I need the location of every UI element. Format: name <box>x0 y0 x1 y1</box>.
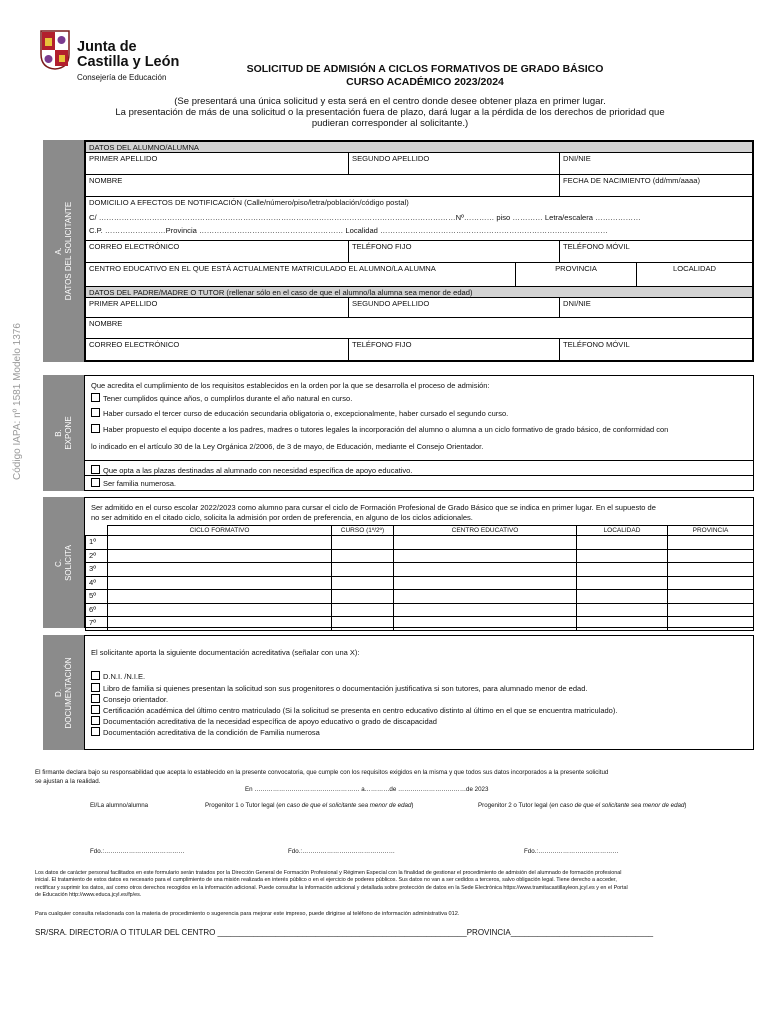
cycle-table-cell[interactable] <box>107 576 332 591</box>
signature-tutor1-label: Progenitor 1 o Tutor legal ( <box>205 802 279 809</box>
address-field[interactable] <box>85 196 753 241</box>
cycle-table-cell[interactable] <box>393 562 577 577</box>
expone-item-large-family: Ser familia numerosa. <box>103 479 176 488</box>
checkbox-large-family-doc[interactable] <box>91 727 100 736</box>
intro-line-3: pudieran corresponder al solicitante.) <box>311 118 469 129</box>
cycle-table-cell[interactable] <box>107 616 332 631</box>
cycle-table-cell[interactable] <box>667 603 754 618</box>
doc-item-dni: D.N.I. /N.I.E. <box>103 672 146 681</box>
checkbox-dni[interactable] <box>91 671 100 680</box>
cycle-table-header: LOCALIDAD <box>576 525 668 536</box>
form-code-vertical: Código IAPA: nº 1581 Modelo 1376 <box>12 323 23 480</box>
logo-text-line1: Junta de <box>77 39 137 55</box>
student-dni-field[interactable]: DNI/NIE <box>559 152 753 175</box>
signature-student-field[interactable]: Fdo.:………………………………… <box>90 848 185 855</box>
checkbox-counsel[interactable] <box>91 694 100 703</box>
tutor-second-surname-field[interactable]: SEGUNDO APELLIDO <box>348 297 560 318</box>
form-title: SOLICITUD DE ADMISIÓN A CICLOS FORMATIVOS DE GRADO BÁSICO <box>246 63 604 75</box>
cycle-table-header: CENTRO EDUCATIVO <box>393 525 577 536</box>
solicita-text-line-2: no ser admitido en el citado ciclo, solicita la admisión por orden de preferencia, en alguno de los ciclos adicionales. <box>91 513 473 522</box>
signature-student-label: El/La alumno/alumna <box>90 802 149 809</box>
tutor-email-field[interactable]: CORREO ELECTRÓNICO <box>85 338 349 361</box>
cycle-table-cell[interactable] <box>667 535 754 550</box>
section-b-intro: Que acredita el cumplimiento de los requisitos establecidos en la orden por la que se desarrolla el proceso de admisión: <box>91 381 490 390</box>
school-province-field[interactable]: PROVINCIA <box>515 262 637 287</box>
cycle-table-cell[interactable] <box>576 616 668 631</box>
section-a-letter: A. <box>53 247 63 255</box>
cycle-table-cell[interactable] <box>393 535 577 550</box>
declaration-line-2: se ajustan a la realidad. <box>35 778 101 785</box>
privacy-line-4: de Educación http://www.educa.jcyl.es/fp/es. <box>35 891 142 898</box>
doc-item-large-family: Documentación acreditativa de la condición de Familia numerosa <box>103 728 320 737</box>
expone-item-proposal-cont: lo indicado en el artículo 30 de la Ley Orgánica 2/2006, de 3 de mayo, de Educación, mediante el Consejo Orientador. <box>91 442 484 451</box>
cycle-preference-table <box>85 525 753 628</box>
cycle-table-cell[interactable] <box>576 549 668 564</box>
cycle-table-cell[interactable] <box>393 616 577 631</box>
signature-tutor2-note: en caso de que el solicitante sea menor de edad <box>551 802 685 809</box>
cycle-table-cell[interactable] <box>107 535 332 550</box>
cycle-table-cell[interactable] <box>667 576 754 591</box>
address-line-1: C/ ……………………………………………………………………………………………………………………………Nº………… piso ………… Letra/escalera ……………… <box>89 213 641 222</box>
section-b-label: EXPONE <box>63 416 73 450</box>
cycle-table-header: CICLO FORMATIVO <box>107 525 332 536</box>
student-first-surname-field[interactable]: PRIMER APELLIDO <box>85 152 349 175</box>
student-name-field[interactable]: NOMBRE <box>85 174 560 197</box>
checkbox-special-needs[interactable] <box>91 465 100 474</box>
cycle-table-cell[interactable] <box>331 603 394 618</box>
cycle-table-cell[interactable] <box>331 576 394 591</box>
cycle-table-cell[interactable] <box>667 549 754 564</box>
cycle-table-cell[interactable] <box>393 589 577 604</box>
section-b-divider <box>85 460 753 461</box>
doc-item-special-needs: Documentación acreditativa de la necesidad específica de apoyo educativo o grado de discapacidad <box>103 717 437 726</box>
cycle-table-cell[interactable] <box>667 616 754 631</box>
student-second-surname-field[interactable]: SEGUNDO APELLIDO <box>348 152 560 175</box>
cycle-table-cell[interactable] <box>331 549 394 564</box>
logo-subtitle: Consejería de Educación <box>77 73 167 82</box>
tutor-phone-field[interactable]: TELÉFONO FIJO <box>348 338 560 361</box>
expone-item-proposal: Haber propuesto el equipo docente a los padres, madres o tutores legales la incorporación del alumno o alumna a un ciclo formativo de grado básico, de conformidad con <box>103 425 669 434</box>
section-c-letter: C. <box>53 558 63 567</box>
section-a-sidebar <box>43 140 84 362</box>
student-phone-field[interactable]: TELÉFONO FIJO <box>348 240 560 263</box>
current-school-field[interactable]: CENTRO EDUCATIVO EN EL QUE ESTÁ ACTUALMENTE MATRICULADO EL ALUMNO/LA ALUMNA <box>85 262 516 287</box>
expone-item-eso: Haber cursado el tercer curso de educación secundaria obligatoria o, excepcionalmente, haber cursado el segundo curso. <box>103 409 509 418</box>
date-place-line: En …………………………………………… a…………de ……………………………de 2023 <box>245 786 489 793</box>
school-locality-field[interactable]: LOCALIDAD <box>636 262 753 287</box>
logo-text-line2: Castilla y León <box>77 54 180 70</box>
cycle-table-cell[interactable] <box>393 576 577 591</box>
checkbox-proposal[interactable] <box>91 424 100 433</box>
section-b-box <box>84 375 754 491</box>
cycle-table-cell[interactable] <box>667 562 754 577</box>
cycle-row-number: 3º <box>85 562 108 577</box>
cycle-table-cell[interactable] <box>576 589 668 604</box>
cycle-row-number: 7º <box>85 616 108 631</box>
cycle-table-cell[interactable] <box>393 603 577 618</box>
privacy-line-1: Los datos de carácter personal facilitados en este formulario serán tratados por la Dirección General de Formación Profesional y Régimen Especial con la finalidad de gestionar el procedimiento de admisión del alumnado de formación profesional <box>35 870 622 876</box>
section-b-divider-2 <box>85 475 753 476</box>
doc-item-family-book: Libro de familia si quienes presentan la solicitud son sus progenitores o documentación justificativa si son tutores, para alumnado menor de edad. <box>103 684 588 693</box>
checkbox-special-needs-doc[interactable] <box>91 716 100 725</box>
checkbox-large-family[interactable] <box>91 478 100 487</box>
address-line-2: C.P. ……………………Provincia ………………………………………………… Localidad ……………………………………………………………………………… <box>89 226 608 235</box>
section-d-letter: D. <box>53 688 63 697</box>
cycle-table-cell[interactable] <box>107 562 332 577</box>
cycle-table-cell[interactable] <box>107 589 332 604</box>
cycle-row-number: 1º <box>85 535 108 550</box>
tutor-mobile-field[interactable]: TELÉFONO MÓVIL <box>559 338 753 361</box>
cycle-table-cell[interactable] <box>331 616 394 631</box>
section-c-label: SOLICITA <box>63 544 73 581</box>
cycle-table-cell[interactable] <box>576 576 668 591</box>
section-a-box <box>84 140 754 362</box>
solicita-text-line-1: Ser admitido en el curso escolar 2022/2023 como alumno para cursar el ciclo de Formación Profesional de Grado Básico que se indica en primer lugar. En el supuesto de <box>91 503 656 512</box>
privacy-line-3: rectificar y suprimir los datos, así como otros derechos recogidos en la información adicional. Puede consultar la información adicional y detallada sobre protección de datos en la Sede Electrónica https://www.tramitacastillayleon.jcyl.es y en el Portal <box>35 884 628 891</box>
consult-line: Para cualquier consulta relacionada con la materia de procedimiento o sugerencia para mejorar este impreso, puede dirigirse al teléfono de información administrativa 012. <box>35 911 460 917</box>
doc-item-counsel: Consejo orientador. <box>103 695 169 704</box>
section-d-intro: El solicitante aporta la siguiente documentación acreditativa (señalar con una X): <box>91 648 360 657</box>
section-a-label: DATOS DEL SOLICITANTE <box>63 201 73 301</box>
address-label: DOMICILIO A EFECTOS DE NOTIFICACIÓN (Calle/número/piso/letra/población/código postal) <box>89 198 409 207</box>
checkbox-age[interactable] <box>91 393 100 402</box>
cycle-table-cell[interactable] <box>331 589 394 604</box>
tutor-dni-field[interactable]: DNI/NIE <box>559 297 753 318</box>
cycle-table-header: CURSO (1º/2º) <box>331 525 394 536</box>
intro-line-2: La presentación de más de una solicitud o la presentación fuera de plazo, dará lugar a la pérdida de los derechos de prioridad que <box>115 107 665 118</box>
signature-tutor2-field[interactable]: Fdo.:………………………………… <box>524 848 619 855</box>
student-data-header: DATOS DEL ALUMNO/ALUMNA <box>85 141 753 153</box>
cycle-table-cell[interactable] <box>576 562 668 577</box>
cycle-row-number: 5º <box>85 589 108 604</box>
form-subtitle: CURSO ACADÉMICO 2023/2024 <box>346 76 504 88</box>
cycle-table-cell[interactable] <box>576 535 668 550</box>
signature-tutor1-close: ) <box>411 802 414 809</box>
section-c-sidebar <box>43 497 84 628</box>
doc-item-academic-cert: Certificación académica del último centro matriculado (Si la solicitud se presenta en centro educativo distinto al último en el que se encuentra matriculado). <box>103 706 618 715</box>
checkbox-eso[interactable] <box>91 408 100 417</box>
declaration-line-1: El firmante declara bajo su responsabilidad que acepta lo establecido en la presente convocatoria, que cumple con los requisitos exigidos en la misma y que todos sus datos incorporados a la presente solicitud <box>35 769 609 776</box>
cycle-table-cell[interactable] <box>331 535 394 550</box>
section-d-box <box>84 635 754 750</box>
cycle-table-cell[interactable] <box>107 603 332 618</box>
cycle-table-cell[interactable] <box>331 562 394 577</box>
cycle-table-header: PROVINCIA <box>667 525 754 536</box>
signature-tutor1-field[interactable]: Fdo.:……………………………………… <box>288 848 395 855</box>
tutor-first-surname-field[interactable]: PRIMER APELLIDO <box>85 297 349 318</box>
expone-item-age: Tener cumplidos quince años, o cumplirlos durante el año natural en curso. <box>103 394 353 403</box>
intro-line-1: (Se presentará una única solicitud y esta será en el centro donde desee obtener plaza en primer lugar. <box>174 96 606 107</box>
cycle-row-number: 2º <box>85 549 108 564</box>
expone-item-special-needs: Que opta a las plazas destinadas al alumnado con necesidad específica de apoyo educativo. <box>103 466 413 475</box>
cycle-row-number: 6º <box>85 603 108 618</box>
section-b-sidebar <box>43 375 84 491</box>
tutor-data-header: DATOS DEL PADRE/MADRE O TUTOR (rellenar sólo en el caso de que el alumno/la alumna sea menor de edad) <box>85 286 753 298</box>
cycle-table-cell[interactable] <box>667 589 754 604</box>
tutor-name-field[interactable]: NOMBRE <box>85 317 753 339</box>
student-birthdate-field[interactable]: FECHA DE NACIMIENTO (dd/mm/aaaa) <box>559 174 753 197</box>
section-d-sidebar <box>43 635 84 750</box>
privacy-line-2: inicial. El tratamiento de estos datos es necesario para el cumplimiento de una misión realizada en interés público o en el ejercicio de poderes públicos. Sus datos no van a ser cedidos a terceros, salvo obligación legal. Tiene derecho a acceder, <box>35 877 617 884</box>
signature-tutor1-note: en caso de que el solicitante sea menor de edad <box>278 802 412 809</box>
signature-tutor2-label: Progenitor 2 o Tutor legal ( <box>478 802 552 809</box>
signature-tutor2-close: ) <box>684 802 687 809</box>
cycle-row-number: 4º <box>85 576 108 591</box>
coat-of-arms-logo <box>40 30 70 70</box>
student-email-field[interactable]: CORREO ELECTRÓNICO <box>85 240 349 263</box>
checkbox-academic-cert[interactable] <box>91 705 100 714</box>
section-c-box <box>84 497 754 628</box>
director-line[interactable]: SR/SRA. DIRECTOR/A O TITULAR DEL CENTRO ________________________________________________________PROVINCIA________________________________ <box>35 928 654 937</box>
cycle-table-cell[interactable] <box>576 603 668 618</box>
checkbox-family-book[interactable] <box>91 683 100 692</box>
section-b-letter: B. <box>53 429 63 437</box>
section-d-label: DOCUMENTACIÓN <box>63 657 73 728</box>
cycle-table-cell[interactable] <box>393 549 577 564</box>
student-mobile-field[interactable]: TELÉFONO MÓVIL <box>559 240 753 263</box>
cycle-table-cell[interactable] <box>107 549 332 564</box>
